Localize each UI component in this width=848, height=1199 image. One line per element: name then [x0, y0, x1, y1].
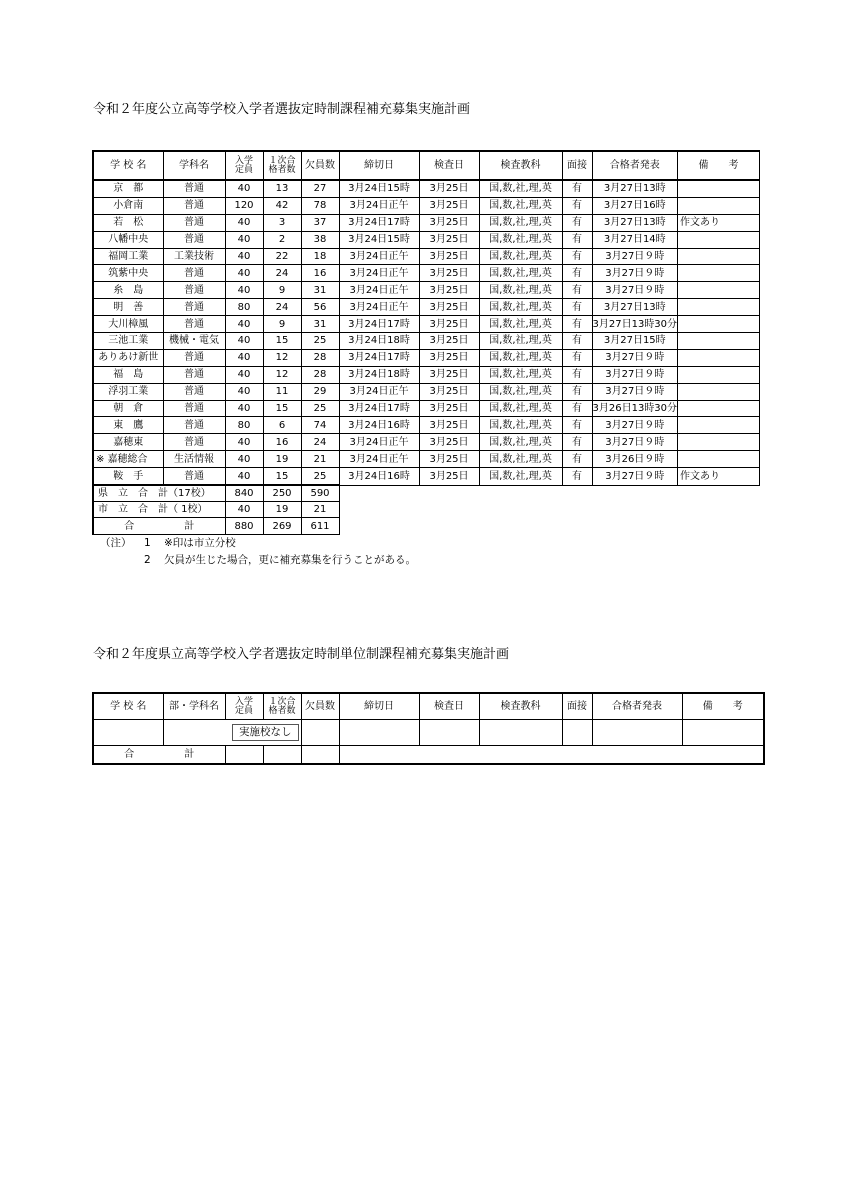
table-row [93, 265, 760, 282]
cell-school: 三池工業 [93, 333, 163, 350]
cell-remarks [678, 197, 760, 214]
cell-passed: 12 [263, 349, 301, 366]
cell-dept: 普通 [163, 383, 225, 400]
cell-announce: 3月27日９時 [592, 248, 678, 265]
cell-deadline: 3月24日正午 [339, 383, 419, 400]
cell-interview: 有 [562, 417, 592, 434]
cell-remarks [678, 231, 760, 248]
col-vacancy: 欠員数 [301, 693, 339, 720]
cell-remarks [678, 417, 760, 434]
cell-school: ※ 嘉穂総合 [93, 451, 163, 468]
cell-remarks [678, 180, 760, 197]
total-label: 合 計 [93, 518, 225, 534]
cell-school: 浮羽工業 [93, 383, 163, 400]
cell-dept: 機械・電気 [163, 333, 225, 350]
cell-deadline: 3月24日正午 [339, 299, 419, 316]
cell-announce: 3月27日９時 [592, 383, 678, 400]
cell-dept: 普通 [163, 231, 225, 248]
cell-capacity: 40 [225, 383, 263, 400]
total-row [93, 518, 760, 534]
cell-school: 筑紫中央 [93, 265, 163, 282]
table-row [93, 197, 760, 214]
table-row [93, 333, 760, 350]
cell-interview: 有 [562, 333, 592, 350]
cell-capacity: 40 [225, 316, 263, 333]
col-capacity: 入学 定員 [225, 151, 263, 180]
cell-dept: 普通 [163, 417, 225, 434]
cell-announce: 3月27日13時30分 [592, 316, 678, 333]
col-capacity: 入学 定員 [225, 693, 263, 720]
cell-dept: 普通 [163, 349, 225, 366]
cell-subjects: 国,数,社,理,英 [479, 197, 562, 214]
cell-subjects: 国,数,社,理,英 [479, 468, 562, 485]
cell-subjects: 国,数,社,理,英 [479, 214, 562, 231]
cell-interview: 有 [562, 366, 592, 383]
cell-exam-date: 3月25日 [419, 316, 479, 333]
cell-dept: 普通 [163, 468, 225, 485]
col-deadline: 締切日 [339, 693, 419, 720]
cell-announce: 3月27日９時 [592, 265, 678, 282]
cell-subjects: 国,数,社,理,英 [479, 248, 562, 265]
cell-passed: 15 [263, 468, 301, 485]
cell-dept: 普通 [163, 180, 225, 197]
cell-school: 小倉南 [93, 197, 163, 214]
cell-capacity: 40 [225, 400, 263, 417]
table-row [93, 214, 760, 231]
total-vacancy: 21 [301, 502, 339, 518]
cell-exam-date: 3月25日 [419, 366, 479, 383]
cell-announce: 3月27日９時 [592, 349, 678, 366]
col-subjects: 検査教科 [479, 693, 562, 720]
cell-vacancy: 18 [301, 248, 339, 265]
col-dept: 部・学科名 [163, 693, 225, 720]
cell-subjects: 国,数,社,理,英 [479, 417, 562, 434]
cell-deadline: 3月24日正午 [339, 248, 419, 265]
cell-dept: 普通 [163, 299, 225, 316]
cell-school: 京 都 [93, 180, 163, 197]
cell-exam-date: 3月25日 [419, 180, 479, 197]
cell-school: 福 島 [93, 366, 163, 383]
cell-interview: 有 [562, 197, 592, 214]
cell-vacancy: 16 [301, 265, 339, 282]
cell-passed: 15 [263, 333, 301, 350]
cell-remarks [678, 316, 760, 333]
cell-school: 鞍 手 [93, 468, 163, 485]
cell-school: 福岡工業 [93, 248, 163, 265]
col-subjects: 検査教科 [479, 151, 562, 180]
cell-vacancy: 28 [301, 366, 339, 383]
cell-vacancy: 21 [301, 451, 339, 468]
cell-interview: 有 [562, 231, 592, 248]
cell-capacity: 40 [225, 434, 263, 451]
cell-vacancy: 24 [301, 434, 339, 451]
cell-exam-date: 3月25日 [419, 417, 479, 434]
cell-dept: 普通 [163, 434, 225, 451]
cell-vacancy: 25 [301, 333, 339, 350]
cell-remarks [678, 333, 760, 350]
cell-vacancy: 74 [301, 417, 339, 434]
col-school: 学 校 名 [93, 693, 163, 720]
cell-interview: 有 [562, 451, 592, 468]
cell-interview: 有 [562, 434, 592, 451]
cell-dept: 普通 [163, 214, 225, 231]
note-2: 2 欠員が生じた場合，更に補充募集を行うことがある。 [144, 554, 416, 566]
cell-school: 明 善 [93, 299, 163, 316]
cell-exam-date: 3月25日 [419, 468, 479, 485]
cell-capacity: 40 [225, 214, 263, 231]
table-row [93, 299, 760, 316]
cell-remarks [678, 400, 760, 417]
cell-school: 若 松 [93, 214, 163, 231]
cell-interview: 有 [562, 468, 592, 485]
table-row [93, 434, 760, 451]
cell-subjects: 国,数,社,理,英 [479, 299, 562, 316]
cell-interview: 有 [562, 316, 592, 333]
cell-subjects: 国,数,社,理,英 [479, 333, 562, 350]
table-row [93, 248, 760, 265]
cell-vacancy: 25 [301, 400, 339, 417]
cell-deadline: 3月24日17時 [339, 316, 419, 333]
cell-announce: 3月27日９時 [592, 282, 678, 299]
cell-passed: 9 [263, 316, 301, 333]
cell-dept: 工業技術 [163, 248, 225, 265]
cell-exam-date: 3月25日 [419, 299, 479, 316]
recruitment-table [92, 150, 760, 535]
table-row [93, 400, 760, 417]
total-row [93, 485, 760, 502]
col-interview: 面接 [562, 151, 592, 180]
cell-deadline: 3月24日18時 [339, 333, 419, 350]
cell-passed: 42 [263, 197, 301, 214]
cell-passed: 16 [263, 434, 301, 451]
cell-interview: 有 [562, 383, 592, 400]
cell-exam-date: 3月25日 [419, 231, 479, 248]
cell-dept: 普通 [163, 197, 225, 214]
table-row [93, 468, 760, 485]
cell-vacancy: 56 [301, 299, 339, 316]
col-remarks: 備 考 [682, 693, 764, 720]
cell-school: 八幡中央 [93, 231, 163, 248]
table-row [93, 180, 760, 197]
cell-subjects: 国,数,社,理,英 [479, 282, 562, 299]
cell-subjects: 国,数,社,理,英 [479, 265, 562, 282]
header-row [93, 151, 760, 180]
cell-dept: 生活情報 [163, 451, 225, 468]
col-school: 学 校 名 [93, 151, 163, 180]
cell-deadline: 3月24日17時 [339, 214, 419, 231]
cell-passed: 19 [263, 451, 301, 468]
header-row [93, 693, 764, 720]
cell-passed: 24 [263, 265, 301, 282]
cell-deadline: 3月24日18時 [339, 366, 419, 383]
cell-capacity: 40 [225, 265, 263, 282]
cell-deadline: 3月24日16時 [339, 417, 419, 434]
cell-dept: 普通 [163, 400, 225, 417]
table-row [93, 316, 760, 333]
cell-passed: 22 [263, 248, 301, 265]
cell-school: 糸 島 [93, 282, 163, 299]
cell-passed: 15 [263, 400, 301, 417]
cell-dept: 普通 [163, 366, 225, 383]
col-vacancy: 欠員数 [301, 151, 339, 180]
cell-interview: 有 [562, 349, 592, 366]
table-row [93, 366, 760, 383]
cell-subjects: 国,数,社,理,英 [479, 366, 562, 383]
col-exam-date: 検査日 [419, 693, 479, 720]
table-row [93, 349, 760, 366]
cell-subjects: 国,数,社,理,英 [479, 349, 562, 366]
cell-capacity: 40 [225, 349, 263, 366]
col-dept: 学科名 [163, 151, 225, 180]
cell-interview: 有 [562, 282, 592, 299]
table-row [93, 720, 764, 746]
cell-vacancy: 78 [301, 197, 339, 214]
cell-vacancy: 27 [301, 180, 339, 197]
cell-capacity: 40 [225, 282, 263, 299]
cell-school: 嘉穂東 [93, 434, 163, 451]
cell-capacity: 40 [225, 451, 263, 468]
cell-remarks [678, 265, 760, 282]
table-row [93, 417, 760, 434]
cell-announce: 3月27日16時 [592, 197, 678, 214]
table-row [93, 383, 760, 400]
total-capacity: 40 [225, 502, 263, 518]
col-remarks: 備 考 [678, 151, 760, 180]
cell-exam-date: 3月25日 [419, 434, 479, 451]
cell-exam-date: 3月25日 [419, 214, 479, 231]
cell-subjects: 国,数,社,理,英 [479, 434, 562, 451]
total-passed: 19 [263, 502, 301, 518]
cell-passed: 2 [263, 231, 301, 248]
no-schools-label: 実施校なし [232, 724, 299, 741]
total-vacancy: 590 [301, 485, 339, 502]
cell-remarks [678, 282, 760, 299]
cell-deadline: 3月24日17時 [339, 349, 419, 366]
cell-dept: 普通 [163, 265, 225, 282]
cell-deadline: 3月24日正午 [339, 434, 419, 451]
cell-exam-date: 3月25日 [419, 451, 479, 468]
cell-remarks [678, 349, 760, 366]
cell-vacancy: 37 [301, 214, 339, 231]
cell-vacancy: 29 [301, 383, 339, 400]
cell-deadline: 3月24日正午 [339, 282, 419, 299]
cell-remarks [678, 451, 760, 468]
cell-deadline: 3月24日15時 [339, 180, 419, 197]
cell-deadline: 3月24日16時 [339, 468, 419, 485]
cell-announce: 3月27日９時 [592, 468, 678, 485]
cell-capacity: 40 [225, 248, 263, 265]
cell-school: 朝 倉 [93, 400, 163, 417]
cell-exam-date: 3月25日 [419, 383, 479, 400]
cell-dept: 普通 [163, 316, 225, 333]
table2-title: 令和２年度県立高等学校入学者選抜定時制単位制課程補充募集実施計画 [93, 647, 510, 662]
cell-exam-date: 3月25日 [419, 282, 479, 299]
cell-subjects: 国,数,社,理,英 [479, 400, 562, 417]
col-passed: １次合 格者数 [263, 693, 301, 720]
cell-subjects: 国,数,社,理,英 [479, 383, 562, 400]
cell-capacity: 40 [225, 333, 263, 350]
cell-passed: 12 [263, 366, 301, 383]
cell-announce: 3月26日９時 [592, 451, 678, 468]
cell-vacancy: 28 [301, 349, 339, 366]
total-capacity: 880 [225, 518, 263, 534]
cell-passed: 13 [263, 180, 301, 197]
cell-subjects: 国,数,社,理,英 [479, 180, 562, 197]
cell-announce: 3月27日14時 [592, 231, 678, 248]
cell-interview: 有 [562, 265, 592, 282]
cell-announce: 3月27日９時 [592, 434, 678, 451]
cell-remarks [678, 383, 760, 400]
cell-remarks: 作文あり [678, 214, 760, 231]
col-exam-date: 検査日 [419, 151, 479, 180]
cell-interview: 有 [562, 299, 592, 316]
total-passed: 269 [263, 518, 301, 534]
cell-capacity: 40 [225, 366, 263, 383]
cell-capacity: 40 [225, 468, 263, 485]
cell-school: 東 鷹 [93, 417, 163, 434]
total-passed: 250 [263, 485, 301, 502]
col-interview: 面接 [562, 693, 592, 720]
total-label: 市 立 合 計（ 1校） [93, 502, 225, 518]
cell-vacancy: 31 [301, 316, 339, 333]
col-announce: 合格者発表 [592, 151, 678, 180]
col-announce: 合格者発表 [592, 693, 682, 720]
cell-passed: 24 [263, 299, 301, 316]
cell-exam-date: 3月25日 [419, 349, 479, 366]
cell-vacancy: 25 [301, 468, 339, 485]
cell-remarks [678, 248, 760, 265]
total-row [93, 746, 764, 765]
cell-interview: 有 [562, 180, 592, 197]
total-label: 県 立 合 計（17校） [93, 485, 225, 502]
cell-announce: 3月27日９時 [592, 417, 678, 434]
cell-vacancy: 38 [301, 231, 339, 248]
total-label: 合 計 [93, 746, 225, 765]
cell-deadline: 3月24日正午 [339, 197, 419, 214]
cell-subjects: 国,数,社,理,英 [479, 231, 562, 248]
cell-announce: 3月27日13時 [592, 214, 678, 231]
cell-interview: 有 [562, 214, 592, 231]
cell-capacity: 80 [225, 417, 263, 434]
cell-passed: 6 [263, 417, 301, 434]
cell-exam-date: 3月25日 [419, 248, 479, 265]
col-deadline: 締切日 [339, 151, 419, 180]
col-passed: １次合 格者数 [263, 151, 301, 180]
notes [100, 535, 416, 569]
cell-remarks [678, 299, 760, 316]
cell-deadline: 3月24日17時 [339, 400, 419, 417]
cell-exam-date: 3月25日 [419, 333, 479, 350]
total-row [93, 502, 760, 518]
cell-announce: 3月27日15時 [592, 333, 678, 350]
cell-remarks [678, 366, 760, 383]
table-row [93, 451, 760, 468]
table1-title: 令和２年度公立高等学校入学者選抜定時制課程補充募集実施計画 [93, 102, 471, 117]
total-capacity: 840 [225, 485, 263, 502]
total-vacancy: 611 [301, 518, 339, 534]
table-row [93, 231, 760, 248]
cell-interview: 有 [562, 248, 592, 265]
cell-exam-date: 3月25日 [419, 265, 479, 282]
cell-capacity: 40 [225, 231, 263, 248]
cell-capacity: 40 [225, 180, 263, 197]
cell-passed: 9 [263, 282, 301, 299]
cell-exam-date: 3月25日 [419, 400, 479, 417]
cell-school: ありあけ新世 [93, 349, 163, 366]
cell-subjects: 国,数,社,理,英 [479, 451, 562, 468]
cell-school: 大川樟風 [93, 316, 163, 333]
cell-capacity: 80 [225, 299, 263, 316]
cell-deadline: 3月24日正午 [339, 265, 419, 282]
cell-deadline: 3月24日正午 [339, 451, 419, 468]
cell-announce: 3月27日13時 [592, 180, 678, 197]
cell-subjects: 国,数,社,理,英 [479, 316, 562, 333]
cell-passed: 11 [263, 383, 301, 400]
cell-announce: 3月26日13時30分 [592, 400, 678, 417]
table-row [93, 282, 760, 299]
cell-remarks [678, 434, 760, 451]
cell-exam-date: 3月25日 [419, 197, 479, 214]
cell-vacancy: 31 [301, 282, 339, 299]
cell-deadline: 3月24日15時 [339, 231, 419, 248]
cell-remarks: 作文あり [678, 468, 760, 485]
credit-system-table [92, 692, 765, 765]
cell-capacity: 120 [225, 197, 263, 214]
cell-announce: 3月27日13時 [592, 299, 678, 316]
cell-announce: 3月27日９時 [592, 366, 678, 383]
cell-interview: 有 [562, 400, 592, 417]
cell-passed: 3 [263, 214, 301, 231]
cell-dept: 普通 [163, 282, 225, 299]
note-1: （注） 1 ※印は市立分校 [100, 537, 236, 549]
